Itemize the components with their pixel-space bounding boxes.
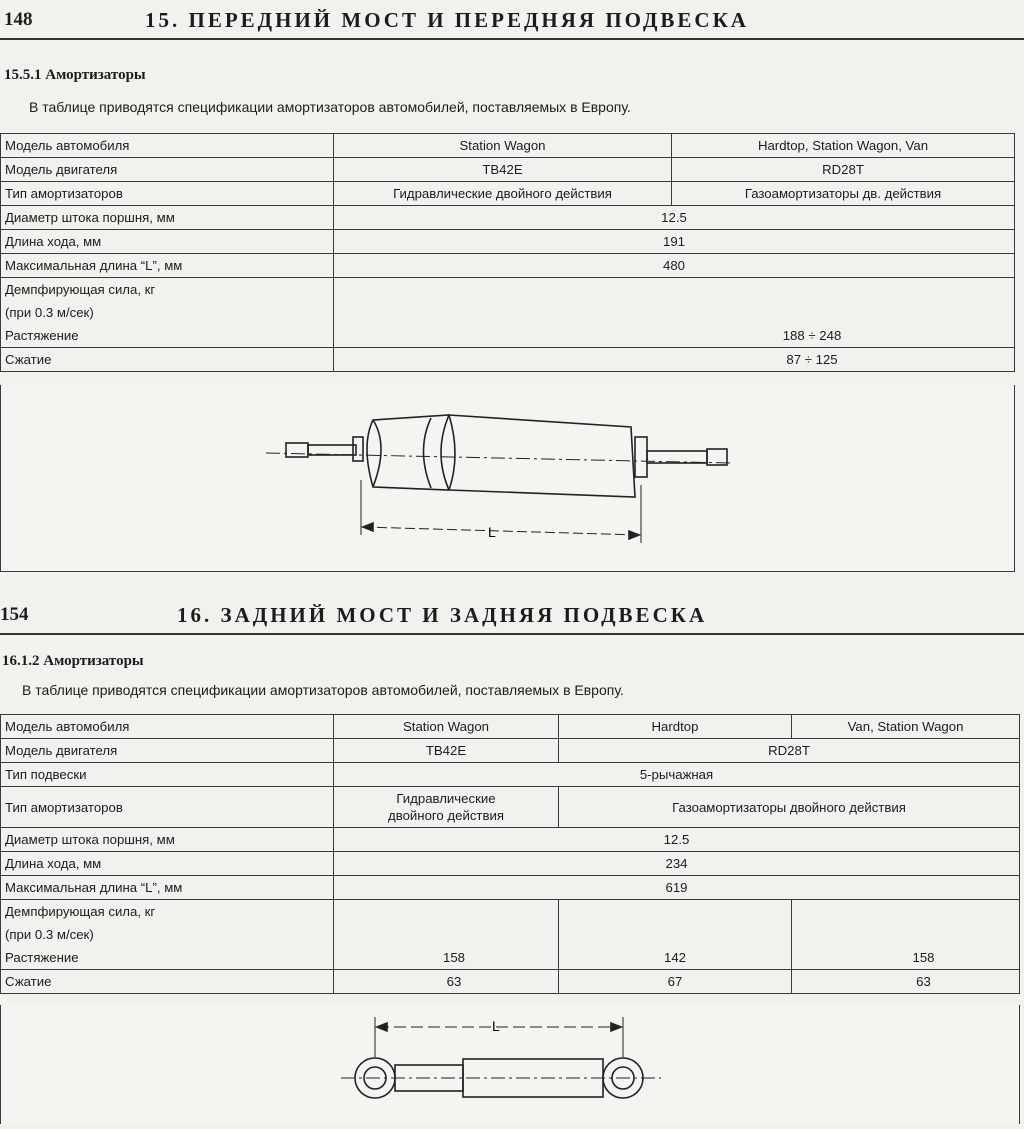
empty-cell bbox=[792, 900, 1020, 924]
cell-value: 67 bbox=[559, 970, 792, 994]
table-row bbox=[1, 739, 1020, 763]
row-label: Тип подвески bbox=[1, 763, 334, 787]
page-number: 154 bbox=[0, 604, 29, 625]
cell-value: 158 bbox=[792, 946, 1020, 970]
header-rule bbox=[0, 38, 1024, 40]
table-row bbox=[1, 876, 1020, 900]
table-row bbox=[1, 134, 1015, 158]
rear-spec-table bbox=[0, 714, 1020, 994]
table-row bbox=[1, 923, 1020, 946]
cell-value: 619 bbox=[334, 876, 1020, 900]
table-row bbox=[1, 763, 1020, 787]
row-label: Модель автомобиля bbox=[1, 715, 334, 739]
cell-value: 5-рычажная bbox=[334, 763, 1020, 787]
table-row bbox=[1, 900, 1020, 924]
table-row bbox=[1, 970, 1020, 994]
cell-value: 480 bbox=[334, 254, 1015, 278]
empty-cell bbox=[334, 278, 1015, 302]
cell-value: RD28T bbox=[559, 739, 1020, 763]
cell-value: Station Wagon bbox=[334, 715, 559, 739]
dimension-label: L bbox=[492, 1018, 500, 1034]
row-label: Демпфирующая сила, кг bbox=[1, 900, 334, 924]
empty-cell bbox=[334, 301, 1015, 324]
table-row bbox=[1, 828, 1020, 852]
cell-value: 63 bbox=[334, 970, 559, 994]
cell-value: Газоамортизаторы дв. действия bbox=[672, 182, 1015, 206]
cell-line: двойного действия bbox=[388, 808, 504, 823]
section-title: 15.5.1 Амортизаторы bbox=[4, 67, 146, 83]
row-label: (при 0.3 м/сек) bbox=[1, 301, 334, 324]
row-label: Максимальная длина “L”, мм bbox=[1, 254, 334, 278]
rear-shock-absorber-drawing bbox=[1, 1005, 1019, 1124]
table-row bbox=[1, 715, 1020, 739]
cell-value: Van, Station Wagon bbox=[792, 715, 1020, 739]
empty-cell bbox=[334, 900, 559, 924]
front-shock-absorber-drawing bbox=[1, 385, 1014, 571]
section-title: 16.1.2 Амортизаторы bbox=[2, 653, 144, 669]
chapter-title: 15. ПЕРЕДНИЙ МОСТ И ПЕРЕДНЯЯ ПОДВЕСКА bbox=[145, 8, 749, 32]
row-label: Тип амортизаторов bbox=[1, 787, 334, 828]
table-row bbox=[1, 278, 1015, 302]
row-label: Тип амортизаторов bbox=[1, 182, 334, 206]
chapter-title: 16. ЗАДНИЙ МОСТ И ЗАДНЯЯ ПОДВЕСКА bbox=[177, 603, 708, 627]
empty-cell bbox=[559, 900, 792, 924]
table-row bbox=[1, 206, 1015, 230]
cell-value: 142 bbox=[559, 946, 792, 970]
front-spec-table bbox=[0, 133, 1015, 372]
cell-value: 158 bbox=[334, 946, 559, 970]
row-label: Длина хода, мм bbox=[1, 852, 334, 876]
intro-text: В таблице приводятся спецификации амортизаторов автомобилей, поставляемых в Европу. bbox=[22, 682, 624, 698]
row-label: Растяжение bbox=[1, 946, 334, 970]
cell-line: Гидравлические bbox=[396, 791, 496, 806]
front-shock-figure bbox=[0, 385, 1015, 572]
row-label: (при 0.3 м/сек) bbox=[1, 923, 334, 946]
row-label: Сжатие bbox=[1, 970, 334, 994]
row-label: Сжатие bbox=[1, 348, 334, 372]
cell-value: RD28T bbox=[672, 158, 1015, 182]
empty-cell bbox=[559, 923, 792, 946]
cell-value: 234 bbox=[334, 852, 1020, 876]
cell-value: 191 bbox=[334, 230, 1015, 254]
empty-cell bbox=[792, 923, 1020, 946]
table-row bbox=[1, 787, 1020, 828]
page-number: 148 bbox=[4, 9, 33, 30]
intro-text: В таблице приводятся спецификации амортизаторов автомобилей, поставляемых в Европу. bbox=[29, 99, 631, 115]
cell-value: 63 bbox=[792, 970, 1020, 994]
row-label: Максимальная длина “L”, мм bbox=[1, 876, 334, 900]
table-row bbox=[1, 182, 1015, 206]
row-label: Модель двигателя bbox=[1, 739, 334, 763]
table-row bbox=[1, 230, 1015, 254]
table-row bbox=[1, 348, 1015, 372]
rear-shock-figure bbox=[0, 1005, 1020, 1124]
cell-value: 87 ÷ 125 bbox=[334, 348, 1015, 372]
row-label: Демпфирующая сила, кг bbox=[1, 278, 334, 302]
row-label: Растяжение bbox=[1, 324, 334, 348]
row-label: Модель двигателя bbox=[1, 158, 334, 182]
table-row bbox=[1, 158, 1015, 182]
cell-value: Гидравлические двойного действия bbox=[334, 182, 672, 206]
cell-value: TB42E bbox=[334, 739, 559, 763]
cell-value: 12.5 bbox=[334, 206, 1015, 230]
table-row bbox=[1, 324, 1015, 348]
row-label: Модель автомобиля bbox=[1, 134, 334, 158]
cell-value: 12.5 bbox=[334, 828, 1020, 852]
empty-cell bbox=[334, 923, 559, 946]
cell-value: Hardtop bbox=[559, 715, 792, 739]
table-row bbox=[1, 254, 1015, 278]
table-row bbox=[1, 301, 1015, 324]
row-label: Длина хода, мм bbox=[1, 230, 334, 254]
cell-value: Hardtop, Station Wagon, Van bbox=[672, 134, 1015, 158]
dimension-label: L bbox=[488, 524, 496, 540]
row-label: Диаметр штока поршня, мм bbox=[1, 206, 334, 230]
header-rule bbox=[0, 633, 1024, 635]
row-label: Диаметр штока поршня, мм bbox=[1, 828, 334, 852]
cell-value: Газоамортизаторы двойного действия bbox=[559, 787, 1020, 828]
cell-value: TB42E bbox=[334, 158, 672, 182]
table-row bbox=[1, 946, 1020, 970]
table-row bbox=[1, 852, 1020, 876]
cell-value: Station Wagon bbox=[334, 134, 672, 158]
cell-value: 188 ÷ 248 bbox=[334, 324, 1015, 348]
cell-value bbox=[334, 787, 559, 828]
